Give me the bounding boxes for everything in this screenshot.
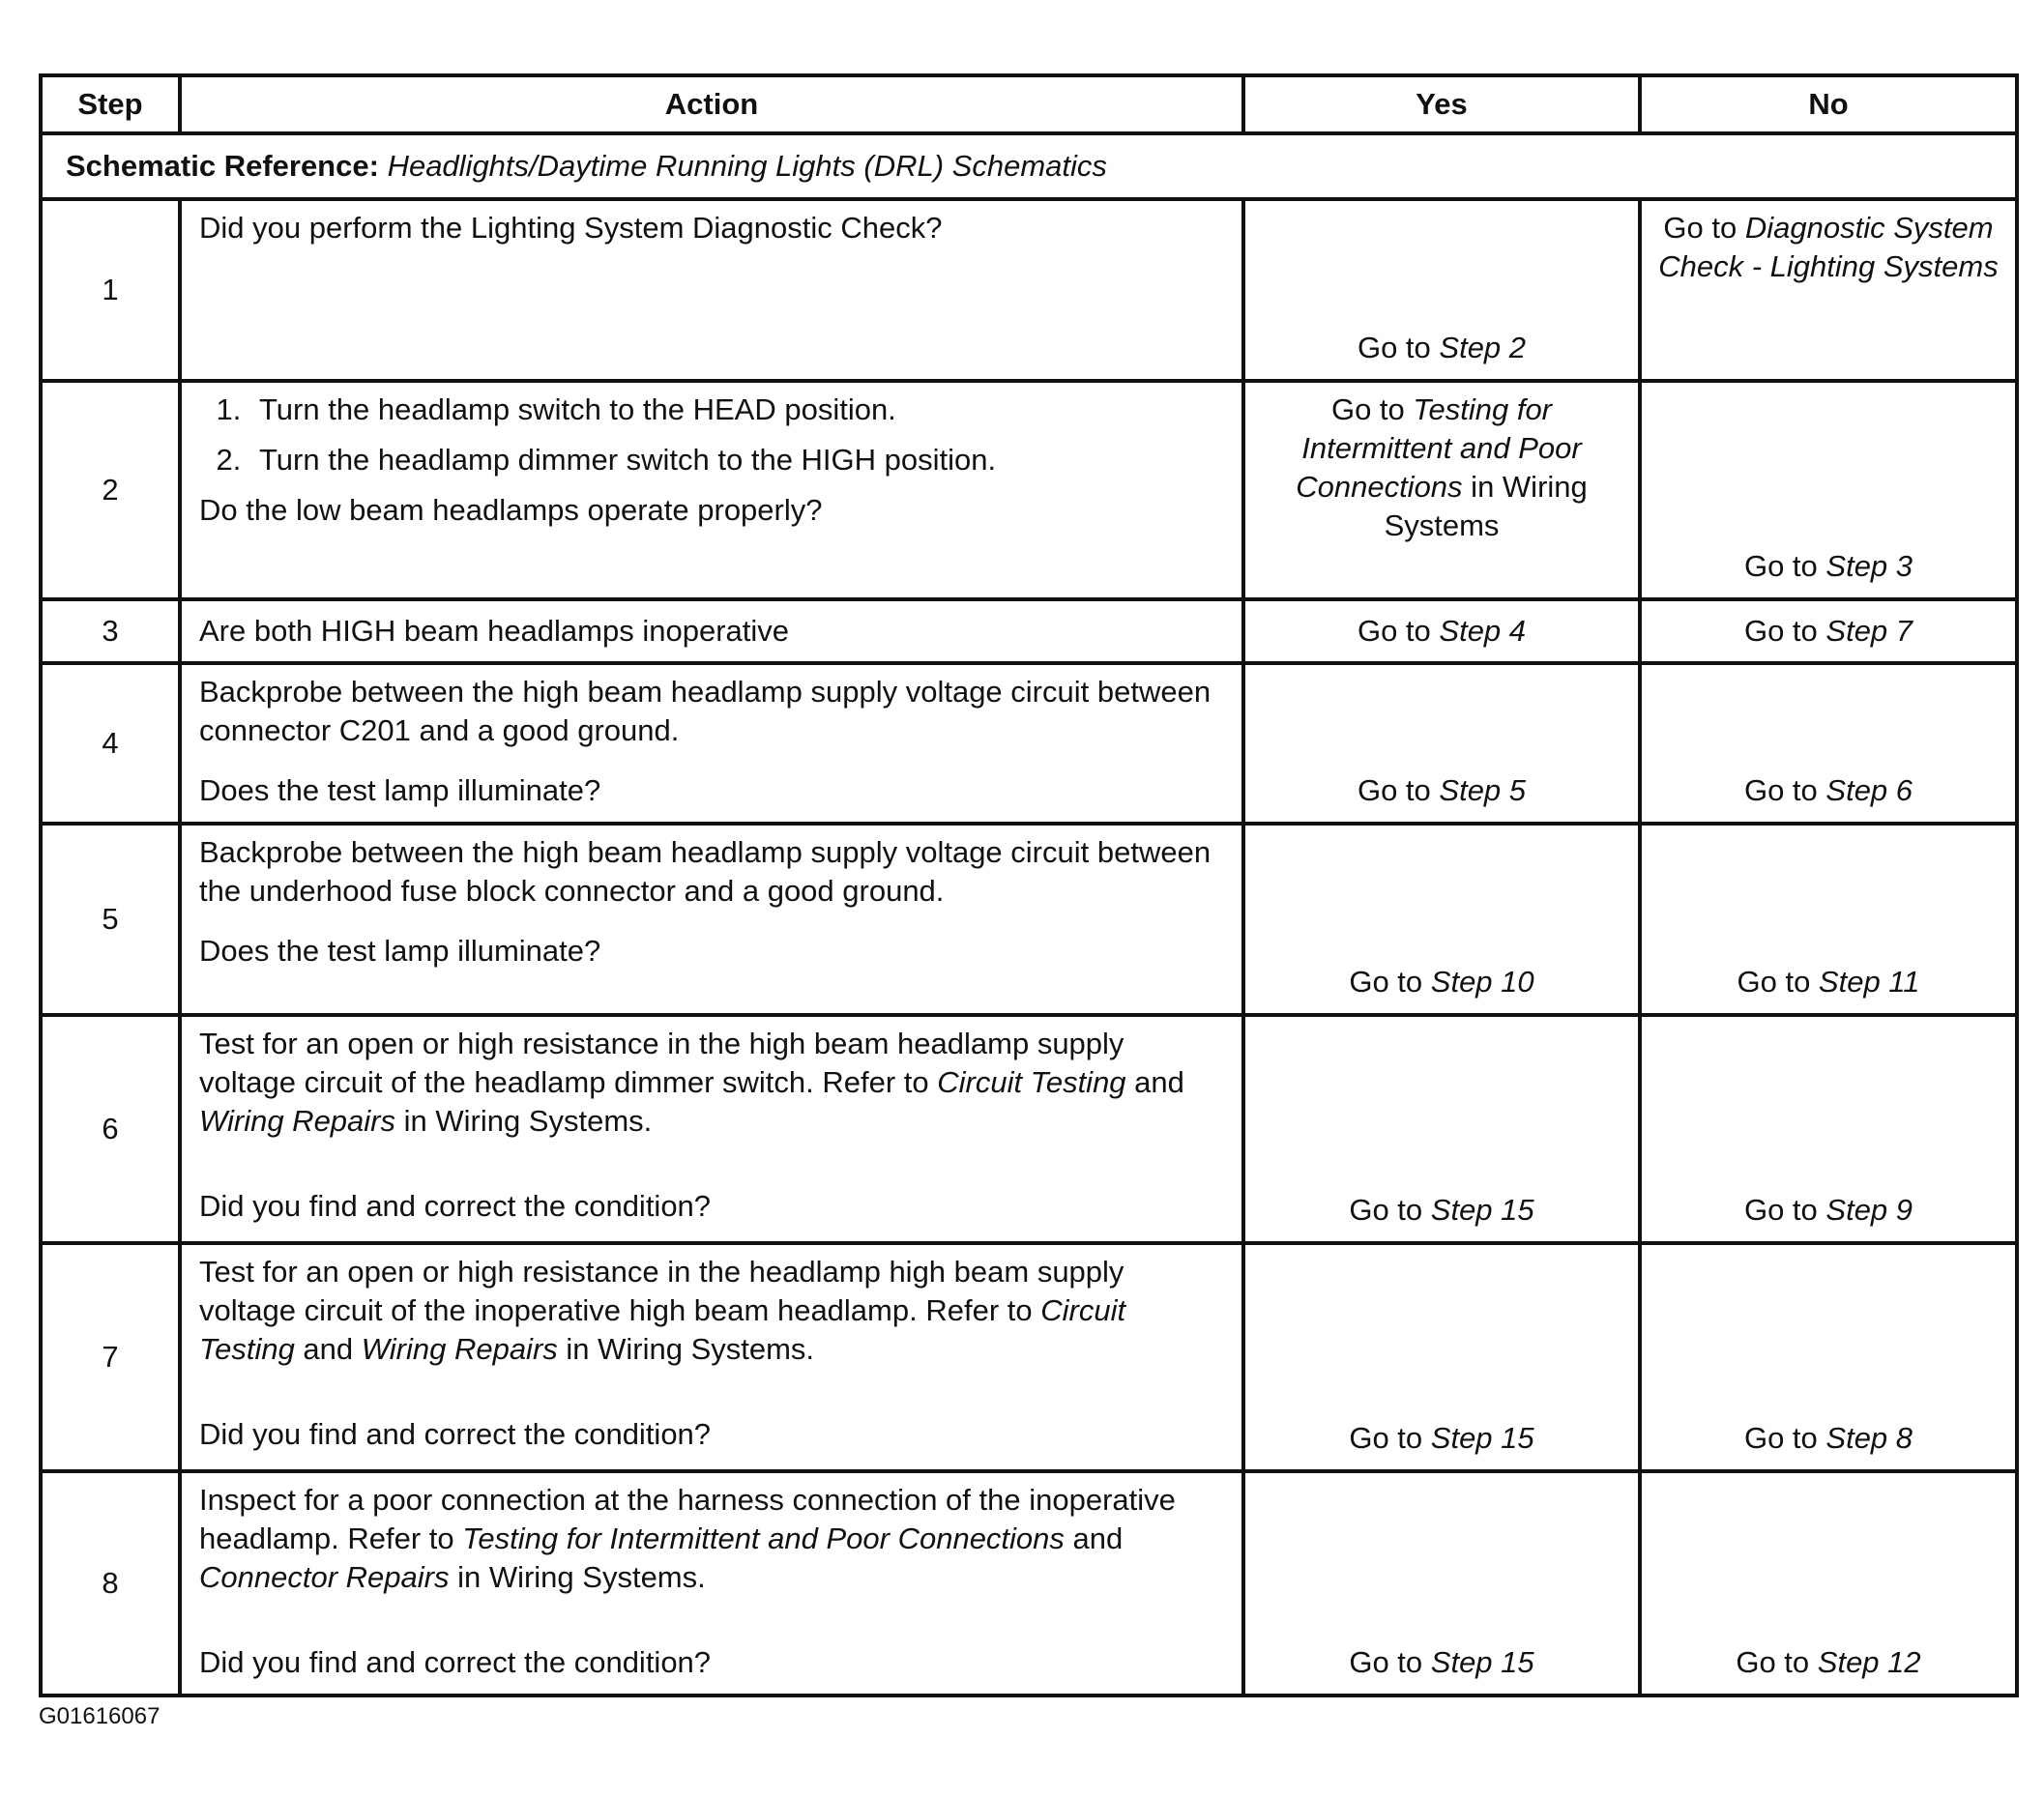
- yes-cell: [1243, 381, 1640, 599]
- action-text: [199, 1481, 1224, 1597]
- yes-prefix: Go to: [1349, 1193, 1431, 1227]
- step-number: 5: [41, 824, 180, 1015]
- table-row: [41, 1243, 2017, 1471]
- yes-cell: [1243, 199, 1640, 381]
- yes-prefix: Go to: [1357, 773, 1440, 807]
- action-ref: Testing for Intermittent and Poor Connections: [462, 1522, 1065, 1555]
- header-no: No: [1640, 75, 2017, 133]
- schematic-value: Headlights/Daytime Running Lights (DRL) Schematics: [387, 149, 1107, 183]
- yes-ref: Step 15: [1430, 1645, 1534, 1679]
- yes-ref: Step 15: [1430, 1193, 1534, 1227]
- yes-ref: Step 2: [1439, 331, 1527, 364]
- no-ref: Diagnostic System Check - Lighting Systems: [1658, 211, 1999, 283]
- action-cell: [180, 199, 1243, 381]
- diagnostic-table: [39, 73, 2019, 1697]
- header-yes: Yes: [1243, 75, 1640, 133]
- action-ref: Connector Repairs: [199, 1560, 450, 1594]
- action-ref: Circuit Testing: [937, 1065, 1126, 1099]
- yes-ref: Step 10: [1430, 965, 1534, 999]
- yes-cell: [1243, 1471, 1640, 1696]
- action-conj: and: [1125, 1065, 1184, 1099]
- no-prefix: Go to: [1743, 549, 1826, 583]
- step-number: 1: [41, 199, 180, 381]
- no-ref: Step 7: [1825, 614, 1913, 648]
- yes-ref: Step 5: [1439, 773, 1527, 807]
- table-row: [41, 1471, 2017, 1696]
- action-text: [199, 1253, 1224, 1369]
- no-cell: [1640, 663, 2017, 824]
- table-row: [41, 824, 2017, 1015]
- action-cell: [180, 1015, 1243, 1243]
- no-prefix: Go to: [1743, 1421, 1826, 1455]
- no-ref: Step 6: [1825, 773, 1913, 807]
- no-cell: [1640, 1471, 2017, 1696]
- action-body: Inspect for a poor connection at the harness connection of the inoperative headlamp. Refer to: [199, 1483, 1176, 1555]
- schematic-reference-row: [41, 133, 2017, 199]
- table-row: [41, 599, 2017, 663]
- yes-cell: [1243, 1015, 1640, 1243]
- action-cell: [180, 1243, 1243, 1471]
- no-prefix: Go to: [1737, 965, 1819, 999]
- action-body: Test for an open or high resistance in the headlamp high beam supply voltage circuit of the inoperative high beam headlamp. Refer to: [199, 1255, 1124, 1327]
- schematic-reference: [41, 133, 2017, 199]
- step-number: 7: [41, 1243, 180, 1471]
- figure-id: G01616067: [39, 1703, 161, 1729]
- no-cell: [1640, 599, 2017, 663]
- no-ref: Step 8: [1825, 1421, 1913, 1455]
- yes-prefix: Go to: [1357, 614, 1440, 648]
- no-cell: [1640, 824, 2017, 1015]
- no-cell: [1640, 199, 2017, 381]
- no-prefix: Go to: [1743, 773, 1826, 807]
- no-prefix: Go to: [1743, 1193, 1826, 1227]
- table-row: [41, 663, 2017, 824]
- header-row: [41, 75, 2017, 133]
- yes-prefix: Go to: [1349, 1421, 1431, 1455]
- yes-prefix: Go to: [1330, 392, 1414, 426]
- action-question: Does the test lamp illuminate?: [199, 934, 601, 968]
- yes-ref: Step 15: [1430, 1421, 1534, 1455]
- no-ref: Step 12: [1817, 1645, 1921, 1679]
- step-number: 2: [41, 381, 180, 599]
- list-item: 2. Turn the headlamp dimmer switch to the HIGH position.: [249, 441, 1224, 479]
- step-number: 6: [41, 1015, 180, 1243]
- action-suffix: in Wiring Systems.: [395, 1104, 653, 1138]
- action-question: Did you find and correct the condition?: [199, 1189, 712, 1223]
- action-list: [249, 391, 1224, 479]
- action-ref: Circuit Testing: [199, 1293, 1126, 1366]
- action-ref: Wiring Repairs: [199, 1104, 395, 1138]
- no-cell: [1640, 1243, 2017, 1471]
- yes-ref: Testing for Intermittent and Poor Connections: [1296, 392, 1582, 504]
- step-number: 3: [41, 599, 180, 663]
- no-cell: [1640, 381, 2017, 599]
- action-suffix: in Wiring Systems.: [449, 1560, 706, 1594]
- action-body: Test for an open or high resistance in the high beam headlamp supply voltage circuit of the headlamp dimmer switch. Refer to: [199, 1027, 1124, 1099]
- yes-cell: [1243, 599, 1640, 663]
- action-cell: [180, 381, 1243, 599]
- step-number: 8: [41, 1471, 180, 1696]
- no-ref: Step 3: [1825, 549, 1913, 583]
- header-action: Action: [180, 75, 1243, 133]
- action-suffix: in Wiring Systems.: [557, 1332, 815, 1366]
- yes-suffix: in Wiring Systems: [1384, 470, 1588, 542]
- yes-cell: [1243, 1243, 1640, 1471]
- action-cell: [180, 824, 1243, 1015]
- yes-ref: Step 4: [1439, 614, 1527, 648]
- header-step: Step: [41, 75, 180, 133]
- action-text: Backprobe between the high beam headlamp supply voltage circuit between the underhood fuse block connector and a good ground.: [199, 835, 1212, 908]
- table-row: [41, 381, 2017, 599]
- action-cell: [180, 599, 1243, 663]
- action-text: Are both HIGH beam headlamps inoperative: [199, 614, 789, 648]
- yes-cell: [1243, 824, 1640, 1015]
- yes-prefix: Go to: [1349, 1645, 1431, 1679]
- action-question: Do the low beam headlamps operate properly?: [199, 493, 823, 527]
- yes-prefix: Go to: [1349, 965, 1431, 999]
- action-conj: and: [1064, 1522, 1124, 1555]
- no-prefix: Go to: [1663, 211, 1745, 245]
- action-cell: [180, 1471, 1243, 1696]
- yes-prefix: Go to: [1357, 331, 1440, 364]
- action-question: Did you find and correct the condition?: [199, 1645, 712, 1679]
- action-text: Backprobe between the high beam headlamp supply voltage circuit between connector C201 and a good ground.: [199, 675, 1212, 747]
- schematic-label: Schematic Reference:: [66, 149, 379, 183]
- action-text: [199, 1025, 1224, 1141]
- action-conj: and: [294, 1332, 362, 1366]
- table-row: [41, 199, 2017, 381]
- step-number: 4: [41, 663, 180, 824]
- no-prefix: Go to: [1743, 614, 1826, 648]
- yes-cell: [1243, 663, 1640, 824]
- action-question: Does the test lamp illuminate?: [199, 773, 601, 807]
- action-cell: [180, 663, 1243, 824]
- no-prefix: Go to: [1736, 1645, 1818, 1679]
- list-item: 1. Turn the headlamp switch to the HEAD position.: [249, 391, 1224, 429]
- no-ref: Step 11: [1818, 965, 1920, 999]
- action-text: Did you perform the Lighting System Diagnostic Check?: [199, 211, 943, 245]
- no-ref: Step 9: [1825, 1193, 1913, 1227]
- action-question: Did you find and correct the condition?: [199, 1417, 712, 1451]
- action-ref: Wiring Repairs: [361, 1332, 558, 1366]
- no-cell: [1640, 1015, 2017, 1243]
- table-row: [41, 1015, 2017, 1243]
